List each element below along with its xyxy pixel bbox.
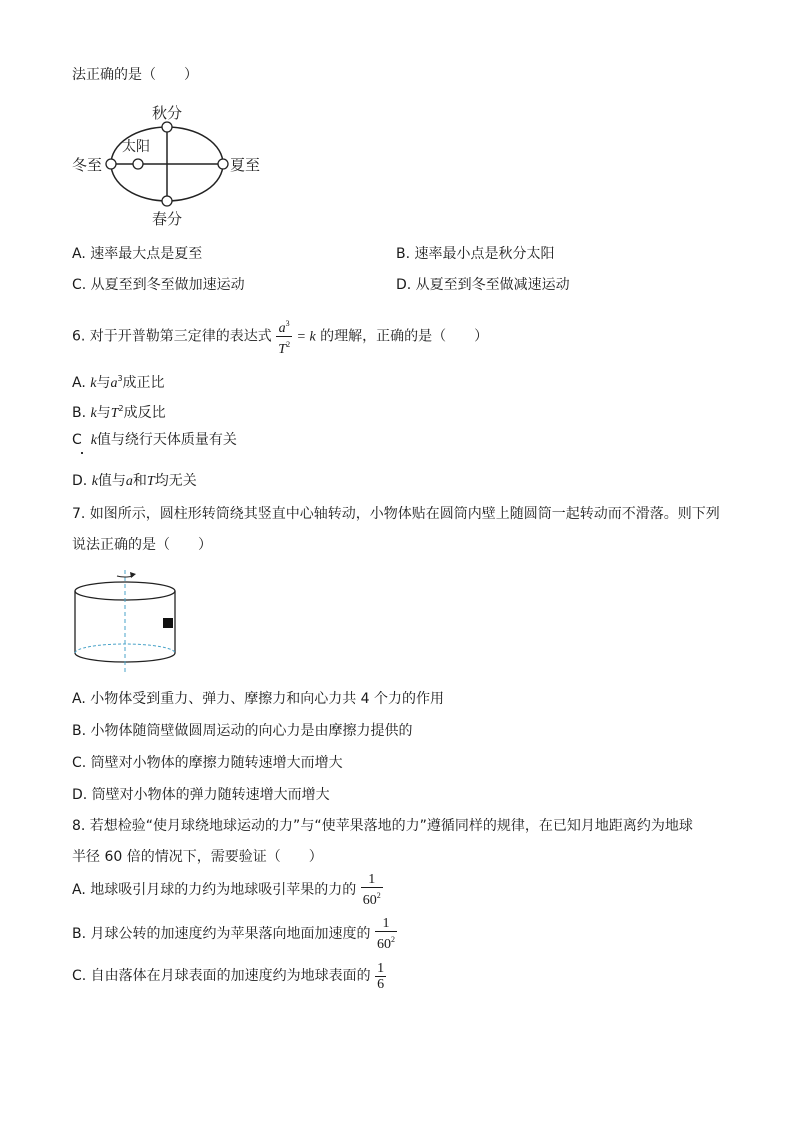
orbit-diagram [70, 98, 270, 233]
q6-b-end: 成反比 [123, 405, 166, 421]
q8-option-b [72, 916, 397, 950]
q6-d-mid: 值与 [97, 473, 126, 489]
q7-stem-line2: 说法正确的是（ ） [72, 537, 212, 553]
q6-option-c [72, 431, 237, 450]
q6-prefix: 6. 对于开普勒第三定律的表达式 [72, 328, 272, 345]
q5-stem-tail: 法正确的是（ ） [72, 67, 198, 83]
q8-b-fraction [375, 916, 397, 952]
q6-formula-num-exp: 3 [285, 319, 290, 328]
q8-c-fraction [375, 961, 386, 992]
summer-point [218, 159, 228, 169]
q6-d-var3: T [146, 474, 155, 489]
q8-option-c [72, 960, 386, 994]
label-spring: 春分 [152, 210, 183, 228]
q6-a-label: A. [72, 375, 86, 391]
label-sun: 太阳 [122, 139, 150, 155]
q6-d-mid2: 和 [132, 473, 147, 489]
q6-b-exp: 2 [118, 404, 124, 413]
label-winter: 冬至 [72, 156, 103, 174]
q7-option-c: C. 筒壁对小物体的摩擦力随转速增大而增大 [72, 755, 343, 771]
q8-a-text: A. 地球吸引月球的力约为地球吸引苹果的力的 [72, 882, 357, 898]
q6-formula-num: a [278, 321, 286, 336]
q6-c-end: 值与绕行天体质量有关 [96, 432, 237, 448]
q6-option-d [72, 472, 197, 491]
q8-a-num: 1 [368, 872, 376, 887]
small-object [163, 618, 173, 628]
sun-point [133, 159, 143, 169]
rotation-arrow-head [130, 572, 136, 578]
q6-d-var: k [91, 474, 98, 489]
q6-b-var2: T [110, 406, 119, 421]
q6-option-c-dot [81, 452, 83, 454]
q6-c-label: C [72, 432, 82, 448]
q7-stem-line1: 7. 如图所示，圆柱形转筒绕其竖直中心轴转动，小物体贴在圆筒内壁上随圆筒一起转动而不滑落。则下列 [72, 506, 720, 522]
q5-option-b: B. 速率最小点是秋分太阳 [396, 246, 555, 262]
q6-suffix: 的理解，正确的是（ ） [320, 328, 489, 345]
q8-c-den: 6 [377, 976, 385, 992]
q6-a-var2: a [110, 376, 118, 391]
q8-option-a [72, 872, 383, 906]
rotation-arrow [117, 576, 133, 577]
q6-b-mid: 与 [96, 405, 111, 421]
q6-formula-den: T [278, 342, 287, 357]
label-autumn: 秋分 [152, 104, 183, 122]
q6-b-label: B. [72, 405, 87, 421]
q6-formula-fraction [276, 316, 292, 357]
q7-option-a: A. 小物体受到重力、弹力、摩擦力和向心力共 4 个力的作用 [72, 691, 445, 707]
q6-d-end: 均无关 [154, 473, 197, 489]
q6-d-var2: a [125, 474, 133, 489]
q6-formula-rhs: = k [296, 329, 316, 345]
q6-c-var: k [90, 433, 97, 448]
q6-option-b [72, 400, 166, 423]
q8-b-text: B. 月球公转的加速度约为苹果落向地面加速度的 [72, 926, 371, 942]
q8-c-text: C. 自由落体在月球表面的加速度约为地球表面的 [72, 968, 371, 984]
q8-b-den: 60 [376, 937, 391, 952]
q6-option-a [72, 370, 165, 393]
spring-point [162, 196, 172, 206]
q8-stem-line2: 半径 60 倍的情况下，需要验证（ ） [72, 849, 323, 865]
winter-point [106, 159, 116, 169]
q6-b-var: k [90, 406, 97, 421]
q8-b-exp: 2 [390, 935, 395, 944]
autumn-point [162, 122, 172, 132]
q8-a-exp: 2 [376, 891, 381, 900]
q6-d-label: D. [72, 473, 88, 489]
q8-b-num: 1 [382, 916, 390, 931]
q8-stem-line1: 8. 若想检验“使月球绕地球运动的力”与“使苹果落地的力”遵循同样的规律，在已知月地距离约为地球 [72, 818, 693, 834]
q8-a-fraction [361, 872, 383, 908]
q7-option-d: D. 筒壁对小物体的弹力随转速增大而增大 [72, 787, 330, 803]
q6-stem [72, 316, 489, 357]
cylinder-diagram [70, 564, 188, 676]
q6-a-exp: 3 [117, 374, 123, 383]
q5-option-a: A. 速率最大点是夏至 [72, 246, 203, 262]
q6-a-var: k [90, 376, 97, 391]
q6-a-mid: 与 [96, 375, 111, 391]
q7-option-b: B. 小物体随筒壁做圆周运动的向心力是由摩擦力提供的 [72, 723, 413, 739]
label-summer: 夏至 [230, 156, 261, 174]
q5-option-d: D. 从夏至到冬至做减速运动 [396, 277, 570, 293]
q8-a-den: 60 [362, 893, 377, 908]
q8-c-num: 1 [377, 960, 385, 976]
q6-formula-den-exp: 2 [286, 340, 291, 349]
q5-option-c: C. 从夏至到冬至做加速运动 [72, 277, 245, 293]
q6-a-end: 成正比 [122, 375, 165, 391]
